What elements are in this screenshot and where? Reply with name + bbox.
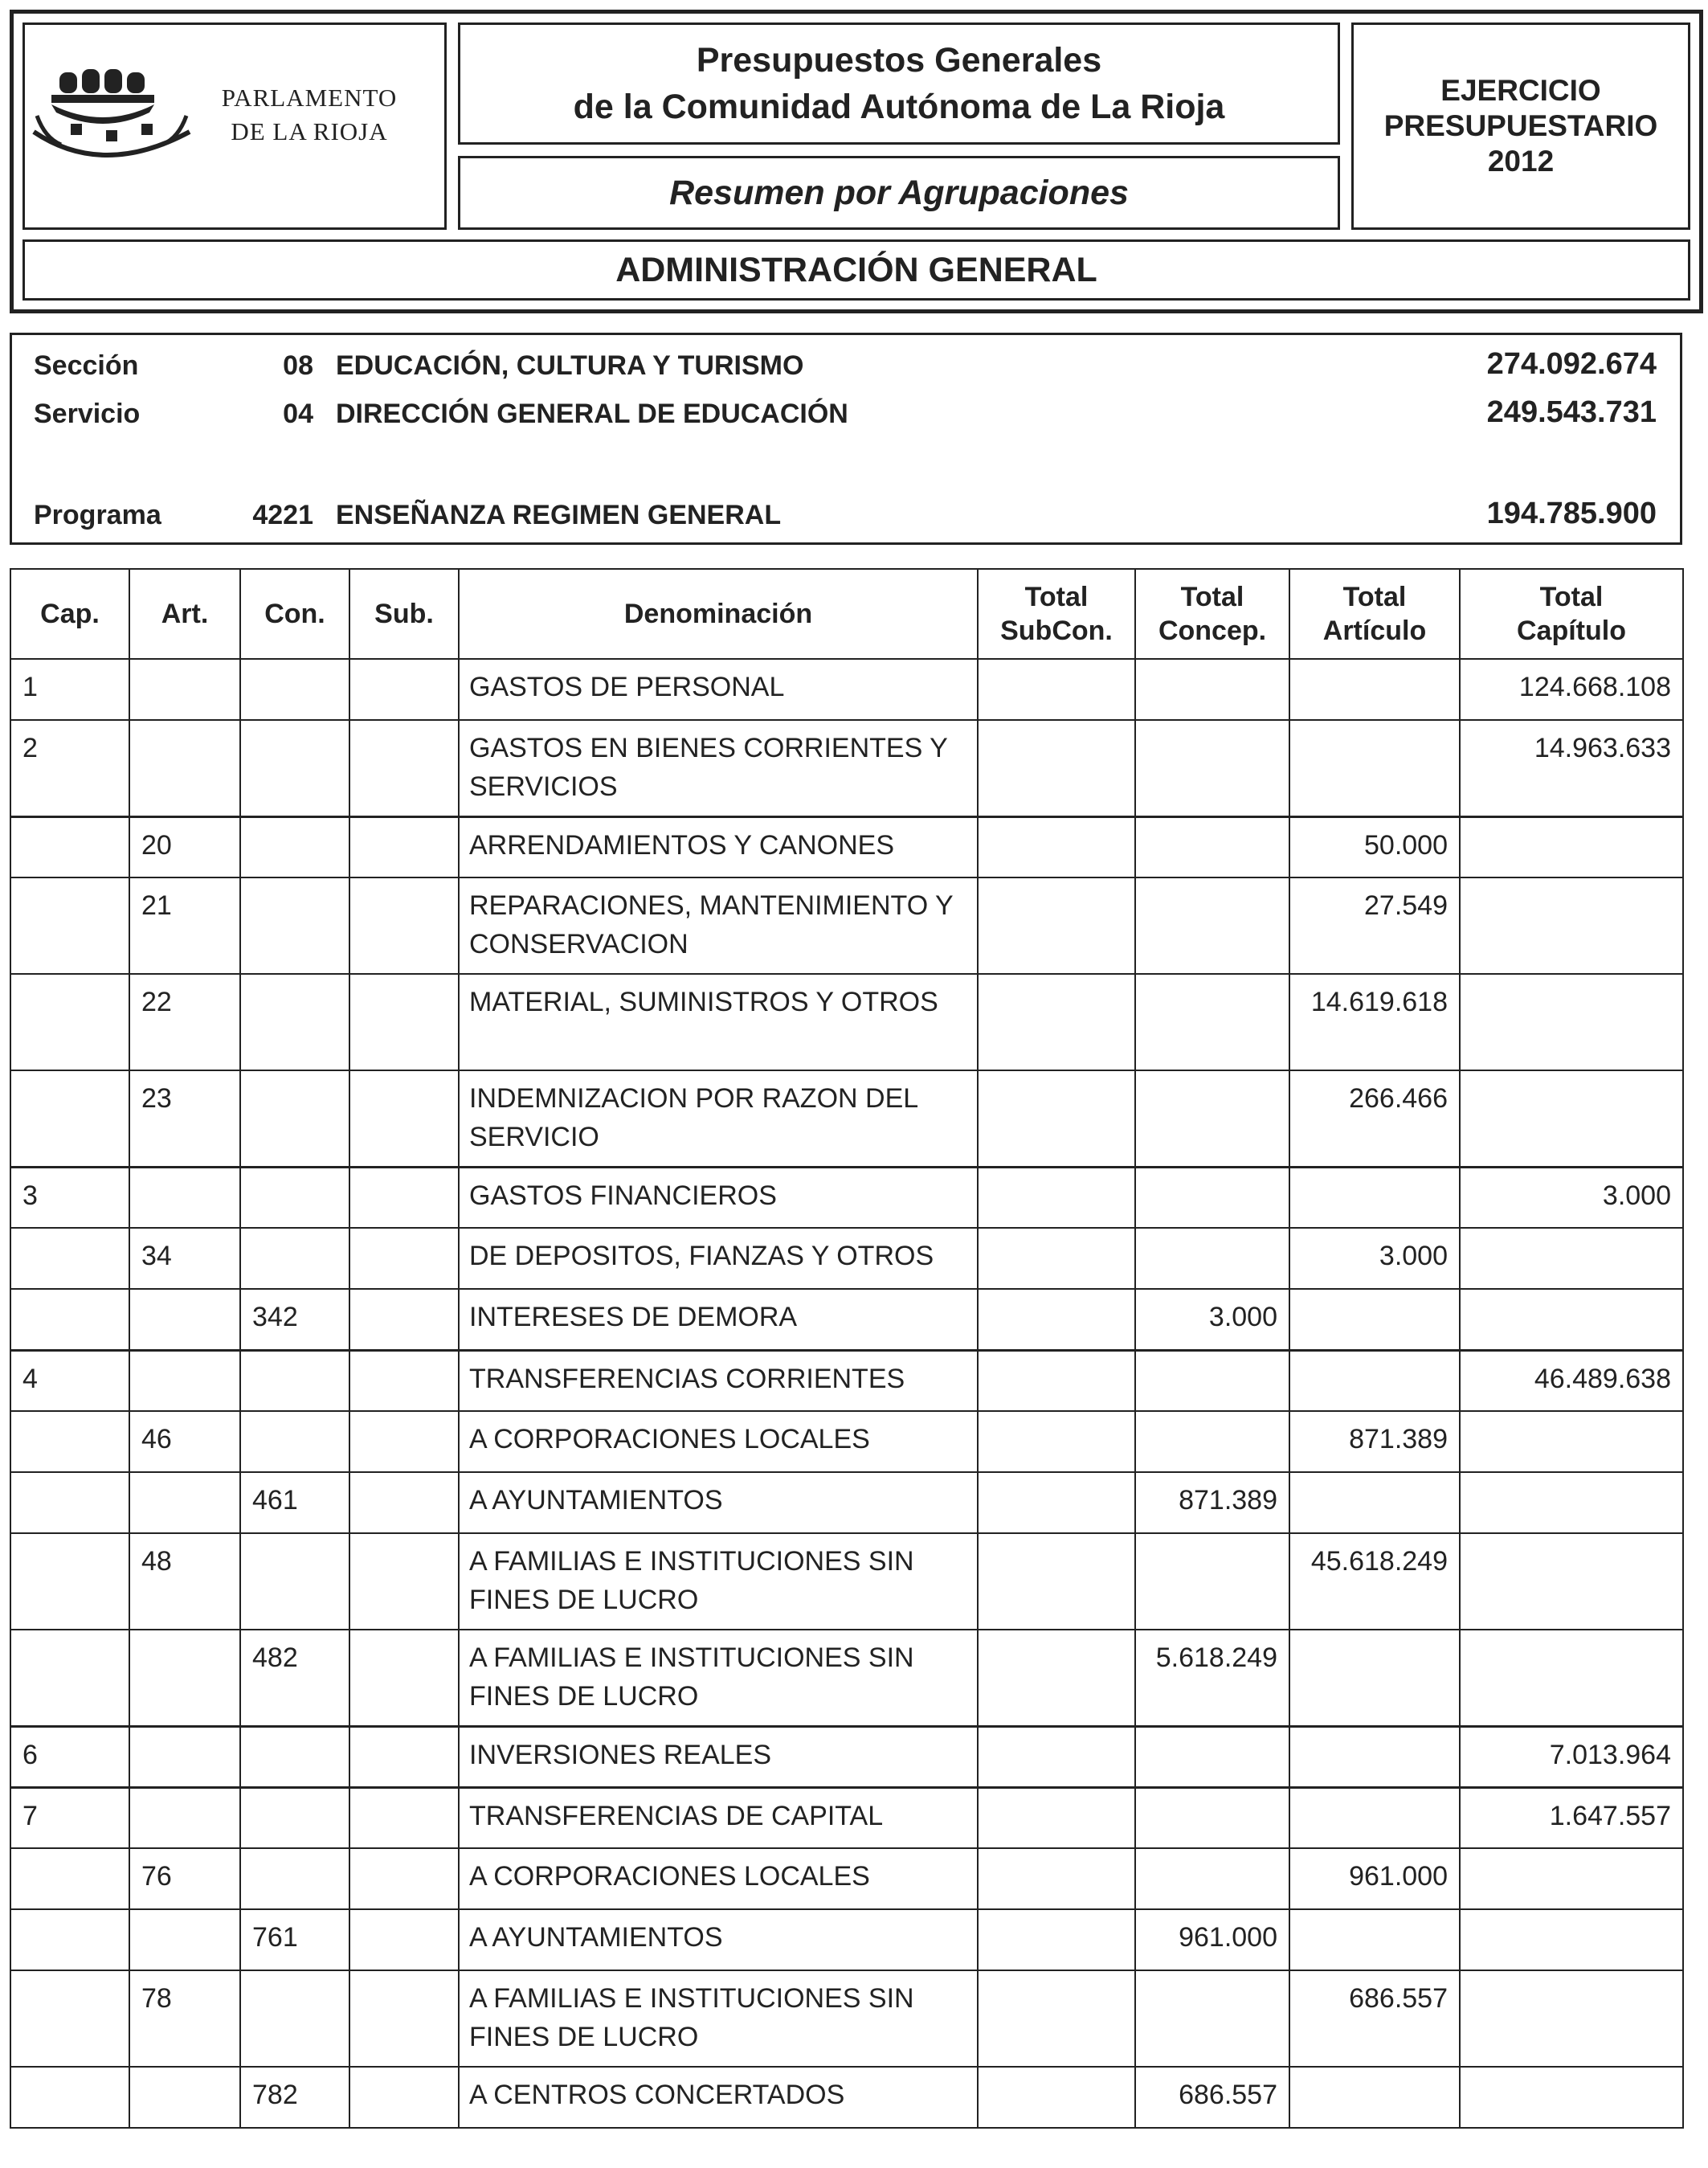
cell-denominacion: A AYUNTAMIENTOS [459,1909,978,1970]
cell-art [129,1167,240,1228]
cell-total-concep: 686.557 [1135,2067,1289,2128]
cell-denominacion: A FAMILIAS E INSTITUCIONES SIN FINES DE LUCRO [459,1970,978,2067]
cell-sub [349,1848,459,1909]
cell-total-articulo: 266.466 [1289,1070,1460,1167]
cell-total-concep: 961.000 [1135,1909,1289,1970]
cell-total-subcon [978,816,1135,877]
cell-total-subcon [978,2067,1135,2128]
table-row [10,2067,1683,2128]
cell-con [240,1726,349,1787]
cell-cap [10,1909,129,1970]
cell-con [240,1848,349,1909]
cell-denominacion: A CENTROS CONCERTADOS [459,2067,978,2128]
cell-total-subcon [978,1787,1135,1848]
cell-sub [349,1350,459,1411]
cell-total-concep [1135,1228,1289,1289]
cell-total-capitulo: 14.963.633 [1460,720,1683,816]
cell-con [240,1350,349,1411]
header-cap: Cap. [10,569,129,659]
cell-cap: 4 [10,1350,129,1411]
document-title-line2: de la Comunidad Autónoma de La Rioja [573,88,1225,126]
table-row [10,1411,1683,1472]
cell-con: 761 [240,1909,349,1970]
cell-sub [349,1630,459,1726]
cell-sub [349,1787,459,1848]
servicio-code: 04 [283,399,313,429]
cell-cap [10,1228,129,1289]
servicio-name: DIRECCIÓN GENERAL DE EDUCACIÓN [336,399,848,429]
table-row [10,1970,1683,2067]
cell-art [129,1909,240,1970]
seccion-name: EDUCACIÓN, CULTURA Y TURISMO [336,350,804,381]
cell-con [240,1411,349,1472]
cell-sub [349,816,459,877]
cell-total-capitulo [1460,1228,1683,1289]
cell-total-articulo: 961.000 [1289,1848,1460,1909]
cell-total-capitulo [1460,1970,1683,2067]
cell-total-subcon [978,1228,1135,1289]
cell-art [129,2067,240,2128]
cell-total-subcon [978,1167,1135,1228]
cell-con [240,659,349,720]
table-row [10,1630,1683,1726]
cell-art: 46 [129,1411,240,1472]
cell-art [129,1787,240,1848]
cell-total-capitulo: 3.000 [1460,1167,1683,1228]
cell-total-articulo [1289,1350,1460,1411]
parliament-logo-icon [29,58,198,170]
administration-title: ADMINISTRACIÓN GENERAL [615,250,1097,289]
cell-denominacion: INTERESES DE DEMORA [459,1289,978,1350]
cell-denominacion: INDEMNIZACION POR RAZON DEL SERVICIO [459,1070,978,1167]
cell-total-articulo [1289,1630,1460,1726]
table-row [10,1909,1683,1970]
cell-art: 20 [129,816,240,877]
cell-total-capitulo [1460,816,1683,877]
cell-total-capitulo [1460,1533,1683,1630]
cell-cap [10,1630,129,1726]
cell-art: 21 [129,877,240,974]
cell-total-articulo [1289,2067,1460,2128]
cell-denominacion: TRANSFERENCIAS DE CAPITAL [459,1787,978,1848]
cell-total-subcon [978,1411,1135,1472]
cell-con [240,720,349,816]
cell-sub [349,1909,459,1970]
cell-total-subcon [978,974,1135,1070]
cell-total-subcon [978,1070,1135,1167]
cell-denominacion: A AYUNTAMIENTOS [459,1472,978,1533]
cell-total-subcon [978,1848,1135,1909]
cell-total-concep [1135,659,1289,720]
cell-con: 461 [240,1472,349,1533]
cell-total-articulo [1289,659,1460,720]
cell-total-subcon [978,1909,1135,1970]
cell-denominacion: REPARACIONES, MANTENIMIENTO Y CONSERVACION [459,877,978,974]
cell-total-subcon [978,720,1135,816]
cell-con [240,1787,349,1848]
seccion-amount: 274.092.674 [1486,347,1657,381]
cell-art [129,1289,240,1350]
cell-art [129,659,240,720]
cell-cap: 1 [10,659,129,720]
table-row [10,1533,1683,1630]
cell-total-capitulo: 46.489.638 [1460,1350,1683,1411]
header-con: Con. [240,569,349,659]
cell-total-articulo: 50.000 [1289,816,1460,877]
cell-total-articulo: 45.618.249 [1289,1533,1460,1630]
cell-total-capitulo: 7.013.964 [1460,1726,1683,1787]
cell-sub [349,1228,459,1289]
cell-total-capitulo: 1.647.557 [1460,1787,1683,1848]
cell-total-articulo [1289,1909,1460,1970]
cell-total-articulo [1289,1787,1460,1848]
cell-con: 342 [240,1289,349,1350]
cell-cap [10,1472,129,1533]
programa-name: ENSEÑANZA REGIMEN GENERAL [336,500,782,530]
header-sub: Sub. [349,569,459,659]
cell-denominacion: A CORPORACIONES LOCALES [459,1411,978,1472]
document-title-box [458,22,1340,145]
table-row [10,1787,1683,1848]
cell-sub [349,1289,459,1350]
cell-art: 48 [129,1533,240,1630]
cell-cap: 6 [10,1726,129,1787]
table-row [10,1289,1683,1350]
cell-denominacion: ARRENDAMIENTOS Y CANONES [459,816,978,877]
cell-total-concep [1135,1411,1289,1472]
cell-sub [349,2067,459,2128]
header-art: Art. [129,569,240,659]
cell-total-capitulo [1460,1472,1683,1533]
cell-art: 78 [129,1970,240,2067]
cell-con: 482 [240,1630,349,1726]
cell-denominacion: INVERSIONES REALES [459,1726,978,1787]
table-row [10,1167,1683,1228]
cell-sub [349,974,459,1070]
fiscal-year-label2: PRESUPUESTARIO [1383,109,1658,142]
cell-total-capitulo: 124.668.108 [1460,659,1683,720]
servicio-amount: 249.543.731 [1486,395,1657,429]
cell-art [129,1472,240,1533]
cell-denominacion: MATERIAL, SUMINISTROS Y OTROS [459,974,978,1070]
seccion-label: Sección [34,350,139,381]
cell-total-capitulo [1460,1630,1683,1726]
cell-total-articulo: 27.549 [1289,877,1460,974]
cell-cap: 7 [10,1787,129,1848]
cell-denominacion: GASTOS FINANCIEROS [459,1167,978,1228]
header-total-capitulo: Total Capítulo [1460,569,1683,659]
cell-total-subcon [978,1630,1135,1726]
cell-total-subcon [978,1350,1135,1411]
cell-denominacion: A FAMILIAS E INSTITUCIONES SIN FINES DE LUCRO [459,1630,978,1726]
seccion-code: 08 [283,350,313,381]
cell-art [129,1726,240,1787]
cell-cap [10,1970,129,2067]
cell-con: 782 [240,2067,349,2128]
cell-sub [349,1533,459,1630]
cell-total-capitulo [1460,1848,1683,1909]
cell-sub [349,1167,459,1228]
cell-con [240,1228,349,1289]
cell-total-subcon [978,659,1135,720]
cell-cap [10,816,129,877]
cell-total-concep [1135,1787,1289,1848]
cell-total-articulo [1289,1472,1460,1533]
table-row [10,816,1683,877]
cell-art [129,1350,240,1411]
cell-sub [349,720,459,816]
cell-total-concep: 871.389 [1135,1472,1289,1533]
header-total-concep: Total Concep. [1135,569,1289,659]
cell-total-concep: 5.618.249 [1135,1630,1289,1726]
cell-cap: 3 [10,1167,129,1228]
cell-total-concep [1135,1533,1289,1630]
header-total-articulo: Total Artículo [1289,569,1460,659]
cell-cap [10,877,129,974]
cell-cap: 2 [10,720,129,816]
cell-art: 34 [129,1228,240,1289]
cell-sub [349,1970,459,2067]
cell-denominacion: A FAMILIAS E INSTITUCIONES SIN FINES DE LUCRO [459,1533,978,1630]
table-header-row [10,569,1683,659]
cell-sub [349,1726,459,1787]
cell-total-subcon [978,1533,1135,1630]
cell-total-capitulo [1460,877,1683,974]
cell-total-concep [1135,720,1289,816]
table-row [10,659,1683,720]
cell-total-concep [1135,1350,1289,1411]
cell-cap [10,1289,129,1350]
cell-sub [349,1411,459,1472]
cell-total-articulo: 14.619.618 [1289,974,1460,1070]
cell-denominacion: GASTOS EN BIENES CORRIENTES Y SERVICIOS [459,720,978,816]
cell-total-articulo: 686.557 [1289,1970,1460,2067]
cell-total-subcon [978,1726,1135,1787]
cell-art: 22 [129,974,240,1070]
table-row [10,1848,1683,1909]
cell-total-articulo [1289,1726,1460,1787]
cell-con [240,974,349,1070]
cell-denominacion: TRANSFERENCIAS CORRIENTES [459,1350,978,1411]
cell-total-concep [1135,1970,1289,2067]
table-row [10,877,1683,974]
cell-total-concep [1135,816,1289,877]
cell-cap [10,974,129,1070]
cell-denominacion: A CORPORACIONES LOCALES [459,1848,978,1909]
cell-sub [349,659,459,720]
cell-total-capitulo [1460,2067,1683,2128]
cell-total-subcon [978,1970,1135,2067]
cell-art [129,1630,240,1726]
programa-label: Programa [34,500,161,530]
cell-denominacion: GASTOS DE PERSONAL [459,659,978,720]
programa-code: 4221 [252,500,313,530]
cell-sub [349,877,459,974]
programa-amount: 194.785.900 [1486,497,1657,530]
table-row [10,1350,1683,1411]
document-subtitle-box [458,156,1340,230]
cell-con [240,1970,349,2067]
cell-total-concep [1135,1070,1289,1167]
cell-con [240,816,349,877]
cell-total-concep: 3.000 [1135,1289,1289,1350]
cell-total-capitulo [1460,1070,1683,1167]
cell-total-articulo [1289,1167,1460,1228]
cell-con [240,1167,349,1228]
cell-con [240,1533,349,1630]
table-row [10,1726,1683,1787]
cell-art: 23 [129,1070,240,1167]
cell-total-articulo [1289,1289,1460,1350]
header-total-subcon: Total SubCon. [978,569,1135,659]
document-title-line1: Presupuestos Generales [696,41,1102,80]
cell-cap [10,1533,129,1630]
cell-total-concep [1135,877,1289,974]
cell-cap [10,1848,129,1909]
table-row [10,1472,1683,1533]
cell-total-capitulo [1460,1411,1683,1472]
administration-box [22,239,1690,301]
cell-con [240,877,349,974]
table-row [10,1228,1683,1289]
cell-total-articulo [1289,720,1460,816]
cell-denominacion: DE DEPOSITOS, FIANZAS Y OTROS [459,1228,978,1289]
servicio-label: Servicio [34,399,141,429]
fiscal-year-label1: EJERCICIO [1440,74,1601,107]
cell-total-subcon [978,1472,1135,1533]
fiscal-year-box [1351,22,1690,230]
cell-total-articulo: 871.389 [1289,1411,1460,1472]
cell-total-concep [1135,1848,1289,1909]
cell-total-concep [1135,1167,1289,1228]
cell-cap [10,1070,129,1167]
document-subtitle: Resumen por Agrupaciones [669,173,1129,212]
institution-name-line2: DE LA RIOJA [231,117,388,145]
cell-con [240,1070,349,1167]
cell-cap [10,1411,129,1472]
header-denominacion: Denominación [459,569,978,659]
cell-total-subcon [978,1289,1135,1350]
cell-cap [10,2067,129,2128]
cell-sub [349,1472,459,1533]
table-row [10,720,1683,816]
cell-total-capitulo [1460,1289,1683,1350]
fiscal-year-value: 2012 [1487,145,1555,178]
cell-art: 76 [129,1848,240,1909]
budget-table [10,568,1684,2129]
table-row [10,974,1683,1070]
institution-name-line1: PARLAMENTO [221,84,398,112]
cell-total-subcon [978,877,1135,974]
table-row [10,1070,1683,1167]
cell-total-articulo: 3.000 [1289,1228,1460,1289]
cell-total-concep [1135,974,1289,1070]
cell-total-capitulo [1460,1909,1683,1970]
cell-sub [349,1070,459,1167]
cell-total-capitulo [1460,974,1683,1070]
cell-total-concep [1135,1726,1289,1787]
cell-art [129,720,240,816]
